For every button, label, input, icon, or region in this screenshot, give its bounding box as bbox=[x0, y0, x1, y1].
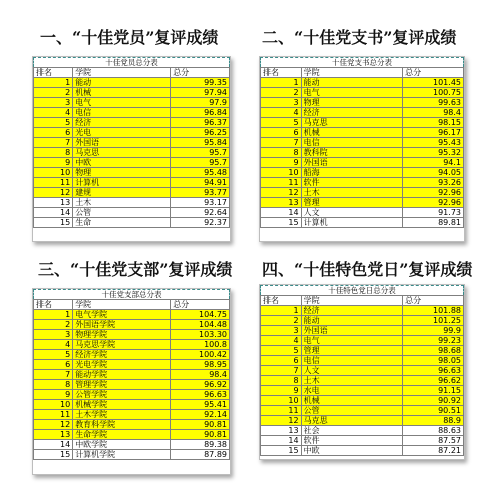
score-cell: 93.17 bbox=[171, 198, 230, 208]
table-row bbox=[34, 168, 230, 178]
score-cell: 98.4 bbox=[171, 370, 230, 380]
school-cell: 电气 bbox=[73, 98, 171, 108]
score-cell: 94.05 bbox=[403, 168, 464, 178]
score-table bbox=[260, 295, 464, 456]
school-cell: 经济 bbox=[301, 306, 403, 316]
score-cell: 98.15 bbox=[403, 118, 464, 128]
score-cell: 96.63 bbox=[171, 390, 230, 400]
score-cell: 87.21 bbox=[403, 446, 464, 456]
rank-cell: 9 bbox=[261, 386, 302, 396]
school-cell: 管理 bbox=[301, 198, 403, 208]
school-cell: 计算机 bbox=[73, 178, 171, 188]
school-cell: 电信 bbox=[301, 138, 403, 148]
school-cell: 能动 bbox=[301, 78, 403, 88]
table-row bbox=[34, 218, 230, 228]
school-cell: 生命学院 bbox=[73, 430, 171, 440]
rank-cell: 1 bbox=[261, 78, 302, 88]
table-row bbox=[261, 446, 464, 456]
column-header: 学院 bbox=[301, 296, 403, 306]
school-cell: 土木 bbox=[301, 376, 403, 386]
panel-3-heading: 三、“十佳党支部”复评成绩 bbox=[38, 260, 233, 279]
panel-4-heading: 四、“十佳特色党日”复评成绩 bbox=[262, 260, 473, 279]
rank-cell: 2 bbox=[34, 88, 73, 98]
rank-cell: 15 bbox=[261, 446, 302, 456]
school-cell: 机械 bbox=[301, 396, 403, 406]
table-row bbox=[261, 396, 464, 406]
rank-cell: 11 bbox=[261, 406, 302, 416]
rank-cell: 10 bbox=[34, 400, 73, 410]
column-header: 总分 bbox=[171, 300, 230, 310]
rank-cell: 7 bbox=[261, 366, 302, 376]
rank-cell: 12 bbox=[261, 416, 302, 426]
school-cell: 经济学院 bbox=[73, 350, 171, 360]
score-cell: 96.63 bbox=[403, 366, 464, 376]
school-cell: 公管学院 bbox=[73, 390, 171, 400]
rank-cell: 10 bbox=[261, 168, 302, 178]
school-cell: 水电 bbox=[301, 386, 403, 396]
rank-cell: 7 bbox=[34, 138, 73, 148]
school-cell: 公管 bbox=[73, 208, 171, 218]
column-header: 学院 bbox=[301, 68, 403, 78]
score-cell: 96.25 bbox=[171, 128, 230, 138]
school-cell: 建规 bbox=[73, 188, 171, 198]
score-cell: 96.37 bbox=[171, 118, 230, 128]
table-row bbox=[34, 320, 230, 330]
school-cell: 电气 bbox=[301, 88, 403, 98]
table-row bbox=[261, 426, 464, 436]
school-cell: 电气学院 bbox=[73, 310, 171, 320]
school-cell: 物理 bbox=[73, 168, 171, 178]
school-cell: 机械 bbox=[73, 88, 171, 98]
rank-cell: 14 bbox=[34, 440, 73, 450]
rank-cell: 10 bbox=[34, 168, 73, 178]
rank-cell: 15 bbox=[261, 218, 302, 228]
school-cell: 软件 bbox=[301, 178, 403, 188]
table-row bbox=[261, 108, 464, 118]
rank-cell: 11 bbox=[34, 178, 73, 188]
table-row bbox=[261, 158, 464, 168]
score-cell: 93.26 bbox=[403, 178, 464, 188]
sheet-caption: 十佳特色党日总分表 bbox=[260, 285, 464, 295]
school-cell: 生命 bbox=[73, 218, 171, 228]
score-cell: 98.95 bbox=[171, 360, 230, 370]
table-row bbox=[34, 108, 230, 118]
score-cell: 100.42 bbox=[171, 350, 230, 360]
sheet-caption: 十佳党支书总分表 bbox=[260, 57, 464, 67]
score-table bbox=[260, 67, 464, 228]
table-row bbox=[34, 430, 230, 440]
rank-cell: 13 bbox=[261, 198, 302, 208]
school-cell: 软件 bbox=[301, 436, 403, 446]
score-cell: 98.4 bbox=[403, 108, 464, 118]
score-cell: 92.37 bbox=[171, 218, 230, 228]
rank-cell: 12 bbox=[34, 188, 73, 198]
table-row bbox=[261, 416, 464, 426]
rank-cell: 3 bbox=[261, 98, 302, 108]
table-row bbox=[34, 128, 230, 138]
score-cell: 90.51 bbox=[403, 406, 464, 416]
score-table bbox=[33, 67, 230, 228]
school-cell: 电信 bbox=[301, 356, 403, 366]
panel-1-sheet bbox=[32, 56, 231, 242]
rank-cell: 13 bbox=[34, 430, 73, 440]
score-cell: 95.84 bbox=[171, 138, 230, 148]
rank-cell: 6 bbox=[261, 356, 302, 366]
rank-cell: 6 bbox=[34, 128, 73, 138]
column-header: 学院 bbox=[73, 300, 171, 310]
school-cell: 社会 bbox=[301, 426, 403, 436]
table-row bbox=[261, 138, 464, 148]
rank-cell: 4 bbox=[261, 108, 302, 118]
school-cell: 能动 bbox=[301, 316, 403, 326]
score-cell: 104.48 bbox=[171, 320, 230, 330]
rank-cell: 8 bbox=[261, 148, 302, 158]
rank-cell: 15 bbox=[34, 218, 73, 228]
score-cell: 96.84 bbox=[171, 108, 230, 118]
panel-2-heading: 二、“十佳党支书”复评成绩 bbox=[262, 28, 457, 47]
rank-cell: 6 bbox=[34, 360, 73, 370]
sheet-caption: 十佳党支部总分表 bbox=[33, 289, 230, 299]
table-row bbox=[34, 310, 230, 320]
rank-cell: 8 bbox=[261, 376, 302, 386]
score-cell: 90.81 bbox=[171, 430, 230, 440]
score-cell: 95.48 bbox=[171, 168, 230, 178]
score-cell: 100.75 bbox=[403, 88, 464, 98]
score-cell: 90.92 bbox=[403, 396, 464, 406]
column-header: 排名 bbox=[261, 68, 302, 78]
table-row bbox=[34, 360, 230, 370]
rank-cell: 2 bbox=[34, 320, 73, 330]
table-row bbox=[261, 316, 464, 326]
school-cell: 机械 bbox=[301, 128, 403, 138]
score-cell: 94.91 bbox=[171, 178, 230, 188]
table-row bbox=[261, 78, 464, 88]
score-cell: 88.9 bbox=[403, 416, 464, 426]
school-cell: 土木 bbox=[301, 188, 403, 198]
score-cell: 100.8 bbox=[171, 340, 230, 350]
score-cell: 95.7 bbox=[171, 148, 230, 158]
score-cell: 103.30 bbox=[171, 330, 230, 340]
school-cell: 人文 bbox=[301, 366, 403, 376]
score-cell: 89.38 bbox=[171, 440, 230, 450]
table-row bbox=[34, 98, 230, 108]
score-cell: 94.1 bbox=[403, 158, 464, 168]
school-cell: 外国语 bbox=[301, 326, 403, 336]
rank-cell: 14 bbox=[261, 208, 302, 218]
table-row bbox=[261, 436, 464, 446]
score-cell: 91.15 bbox=[403, 386, 464, 396]
school-cell: 马克思 bbox=[301, 118, 403, 128]
column-header: 排名 bbox=[34, 68, 73, 78]
rank-cell: 9 bbox=[34, 158, 73, 168]
table-row bbox=[34, 178, 230, 188]
rank-cell: 4 bbox=[34, 340, 73, 350]
table-row bbox=[34, 330, 230, 340]
rank-cell: 2 bbox=[261, 88, 302, 98]
rank-cell: 5 bbox=[261, 346, 302, 356]
score-cell: 99.63 bbox=[403, 98, 464, 108]
table-header-row bbox=[261, 296, 464, 306]
score-cell: 97.9 bbox=[171, 98, 230, 108]
school-cell: 马克思学院 bbox=[73, 340, 171, 350]
school-cell: 光电学院 bbox=[73, 360, 171, 370]
table-row bbox=[34, 400, 230, 410]
school-cell: 土木 bbox=[73, 198, 171, 208]
table-row bbox=[261, 406, 464, 416]
table-row bbox=[34, 158, 230, 168]
school-cell: 管理 bbox=[301, 346, 403, 356]
rank-cell: 3 bbox=[261, 326, 302, 336]
school-cell: 经济 bbox=[73, 118, 171, 128]
sheet-caption: 十佳党员总分表 bbox=[33, 57, 230, 67]
rank-cell: 15 bbox=[34, 450, 73, 460]
score-cell: 95.7 bbox=[171, 158, 230, 168]
table-row bbox=[261, 188, 464, 198]
table-row bbox=[261, 346, 464, 356]
table-row bbox=[261, 128, 464, 138]
table-row bbox=[34, 148, 230, 158]
score-cell: 99.35 bbox=[171, 78, 230, 88]
table-row bbox=[261, 208, 464, 218]
table-header-row bbox=[34, 300, 230, 310]
school-cell: 中欧 bbox=[301, 446, 403, 456]
score-cell: 101.45 bbox=[403, 78, 464, 88]
table-row bbox=[34, 208, 230, 218]
rank-cell: 7 bbox=[34, 370, 73, 380]
school-cell: 船海 bbox=[301, 168, 403, 178]
rank-cell: 9 bbox=[261, 158, 302, 168]
score-cell: 96.62 bbox=[403, 376, 464, 386]
panel-4-sheet bbox=[259, 284, 465, 460]
school-cell: 中欧 bbox=[73, 158, 171, 168]
table-row bbox=[34, 340, 230, 350]
table-row bbox=[261, 386, 464, 396]
column-header: 总分 bbox=[403, 296, 464, 306]
rank-cell: 5 bbox=[34, 118, 73, 128]
table-row bbox=[34, 188, 230, 198]
score-cell: 92.96 bbox=[403, 198, 464, 208]
score-cell: 96.17 bbox=[403, 128, 464, 138]
rank-cell: 1 bbox=[34, 310, 73, 320]
school-cell: 土木学院 bbox=[73, 410, 171, 420]
score-cell: 89.81 bbox=[403, 218, 464, 228]
rank-cell: 4 bbox=[261, 336, 302, 346]
score-cell: 95.41 bbox=[171, 400, 230, 410]
rank-cell: 10 bbox=[261, 396, 302, 406]
school-cell: 公管 bbox=[301, 406, 403, 416]
score-cell: 98.05 bbox=[403, 356, 464, 366]
score-cell: 95.43 bbox=[403, 138, 464, 148]
table-row bbox=[34, 370, 230, 380]
school-cell: 电信 bbox=[73, 108, 171, 118]
table-row bbox=[261, 376, 464, 386]
rank-cell: 14 bbox=[261, 436, 302, 446]
school-cell: 马克思 bbox=[301, 416, 403, 426]
score-cell: 92.14 bbox=[171, 410, 230, 420]
score-cell: 93.77 bbox=[171, 188, 230, 198]
rank-cell: 13 bbox=[34, 198, 73, 208]
table-row bbox=[261, 218, 464, 228]
table-header-row bbox=[34, 68, 230, 78]
score-cell: 97.94 bbox=[171, 88, 230, 98]
score-cell: 90.81 bbox=[171, 420, 230, 430]
score-cell: 104.75 bbox=[171, 310, 230, 320]
panel-2-sheet bbox=[259, 56, 465, 242]
rank-cell: 6 bbox=[261, 128, 302, 138]
table-row bbox=[261, 88, 464, 98]
school-cell: 外国语学院 bbox=[73, 320, 171, 330]
rank-cell: 11 bbox=[34, 410, 73, 420]
column-header: 排名 bbox=[261, 296, 302, 306]
table-row bbox=[261, 178, 464, 188]
table-row bbox=[34, 410, 230, 420]
rank-cell: 5 bbox=[261, 118, 302, 128]
rank-cell: 3 bbox=[34, 98, 73, 108]
rank-cell: 1 bbox=[34, 78, 73, 88]
school-cell: 机械学院 bbox=[73, 400, 171, 410]
table-row bbox=[261, 98, 464, 108]
table-row bbox=[34, 78, 230, 88]
rank-cell: 13 bbox=[261, 426, 302, 436]
table-row bbox=[261, 336, 464, 346]
panel-1-heading: 一、“十佳党员”复评成绩 bbox=[40, 28, 219, 47]
school-cell: 物理 bbox=[301, 98, 403, 108]
table-row bbox=[34, 350, 230, 360]
school-cell: 外国语 bbox=[301, 158, 403, 168]
table-row bbox=[34, 390, 230, 400]
rank-cell: 2 bbox=[261, 316, 302, 326]
column-header: 总分 bbox=[171, 68, 230, 78]
panel-3-sheet bbox=[32, 288, 231, 475]
school-cell: 电气 bbox=[301, 336, 403, 346]
school-cell: 光电 bbox=[73, 128, 171, 138]
school-cell: 经济 bbox=[301, 108, 403, 118]
score-cell: 88.63 bbox=[403, 426, 464, 436]
rank-cell: 12 bbox=[261, 188, 302, 198]
score-table bbox=[33, 299, 230, 460]
score-cell: 91.73 bbox=[403, 208, 464, 218]
table-row bbox=[34, 420, 230, 430]
school-cell: 计算机学院 bbox=[73, 450, 171, 460]
table-row bbox=[34, 440, 230, 450]
school-cell: 计算机 bbox=[301, 218, 403, 228]
table-row bbox=[261, 326, 464, 336]
table-row bbox=[261, 356, 464, 366]
table-row bbox=[34, 138, 230, 148]
table-row bbox=[261, 366, 464, 376]
score-cell: 99.23 bbox=[403, 336, 464, 346]
score-cell: 95.32 bbox=[403, 148, 464, 158]
score-cell: 87.57 bbox=[403, 436, 464, 446]
table-row bbox=[261, 118, 464, 128]
table-row bbox=[34, 88, 230, 98]
table-row bbox=[261, 148, 464, 158]
rank-cell: 8 bbox=[34, 380, 73, 390]
school-cell: 中欧学院 bbox=[73, 440, 171, 450]
rank-cell: 8 bbox=[34, 148, 73, 158]
table-row bbox=[261, 306, 464, 316]
rank-cell: 14 bbox=[34, 208, 73, 218]
table-header-row bbox=[261, 68, 464, 78]
score-cell: 101.25 bbox=[403, 316, 464, 326]
score-cell: 87.89 bbox=[171, 450, 230, 460]
school-cell: 能动 bbox=[73, 78, 171, 88]
score-cell: 92.64 bbox=[171, 208, 230, 218]
table-row bbox=[34, 198, 230, 208]
score-cell: 96.92 bbox=[171, 380, 230, 390]
score-cell: 92.96 bbox=[403, 188, 464, 198]
school-cell: 教育科学院 bbox=[73, 420, 171, 430]
column-header: 学院 bbox=[73, 68, 171, 78]
rank-cell: 5 bbox=[34, 350, 73, 360]
score-cell: 99.9 bbox=[403, 326, 464, 336]
rank-cell: 1 bbox=[261, 306, 302, 316]
school-cell: 教科院 bbox=[301, 148, 403, 158]
rank-cell: 11 bbox=[261, 178, 302, 188]
school-cell: 外国语 bbox=[73, 138, 171, 148]
rank-cell: 3 bbox=[34, 330, 73, 340]
column-header: 总分 bbox=[403, 68, 464, 78]
table-row bbox=[34, 380, 230, 390]
rank-cell: 7 bbox=[261, 138, 302, 148]
rank-cell: 12 bbox=[34, 420, 73, 430]
column-header: 排名 bbox=[34, 300, 73, 310]
rank-cell: 9 bbox=[34, 390, 73, 400]
school-cell: 能动学院 bbox=[73, 370, 171, 380]
school-cell: 人文 bbox=[301, 208, 403, 218]
table-row bbox=[261, 168, 464, 178]
school-cell: 物理学院 bbox=[73, 330, 171, 340]
table-row bbox=[261, 198, 464, 208]
score-cell: 98.68 bbox=[403, 346, 464, 356]
school-cell: 马克思 bbox=[73, 148, 171, 158]
table-row bbox=[34, 118, 230, 128]
score-cell: 101.88 bbox=[403, 306, 464, 316]
school-cell: 管理学院 bbox=[73, 380, 171, 390]
rank-cell: 4 bbox=[34, 108, 73, 118]
table-row bbox=[34, 450, 230, 460]
